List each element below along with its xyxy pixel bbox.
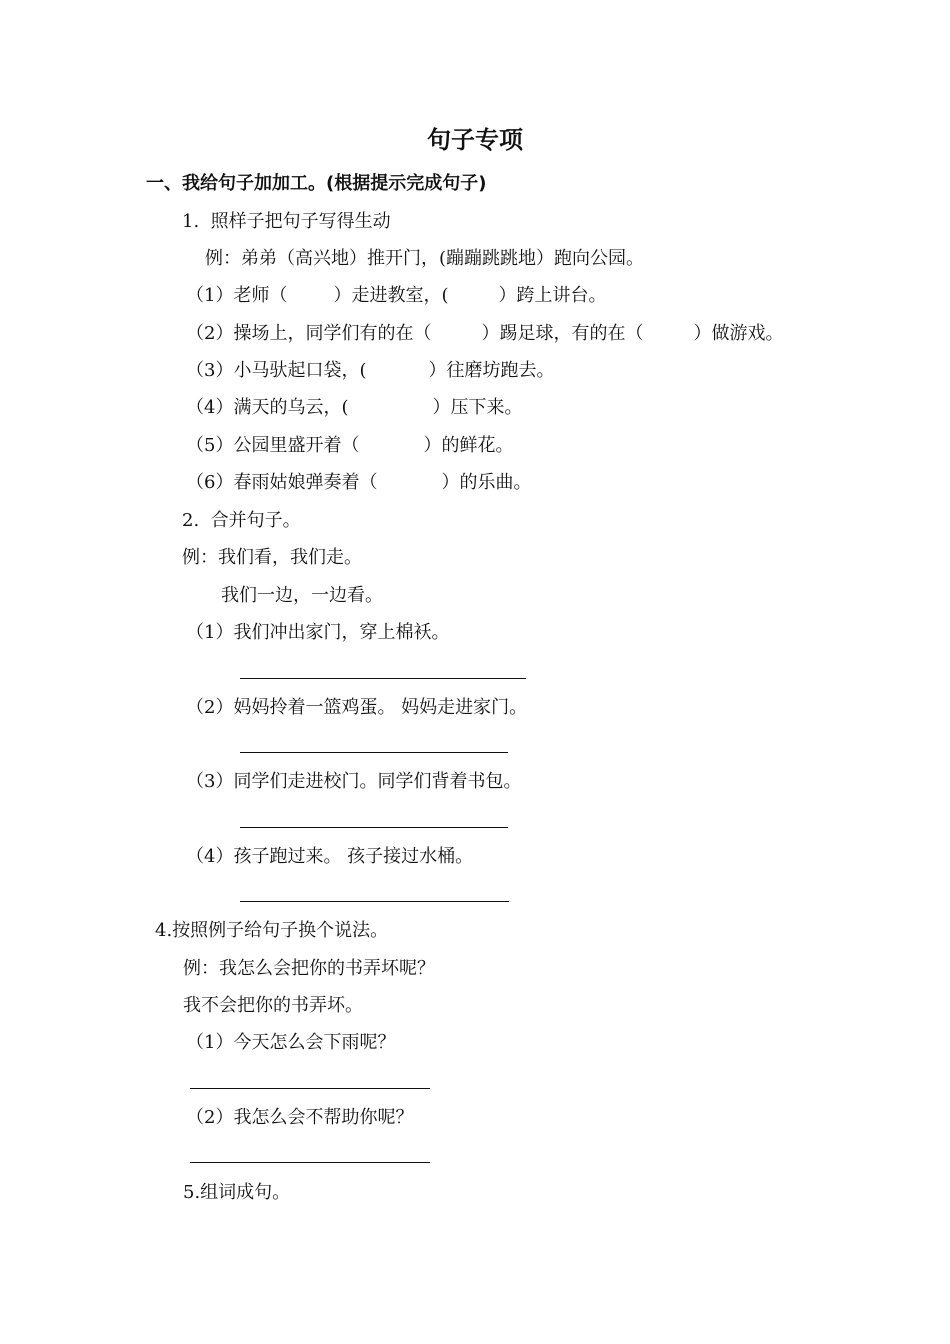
- answer-line[interactable]: [190, 1088, 430, 1089]
- answer-line[interactable]: [190, 1162, 430, 1163]
- part2-example-1: 例：我们看，我们走。: [182, 547, 362, 568]
- part2-item-3: （3）同学们走进校门。同学们背着书包。: [186, 771, 522, 792]
- part4-item-1: （1）今天怎么会下雨呢？: [186, 1032, 396, 1053]
- part2-item-2: （2）妈妈拎着一篮鸡蛋。 妈妈走进家门。: [186, 697, 528, 718]
- answer-line[interactable]: [240, 678, 526, 679]
- part2-example-2: 我们一边，一边看。: [221, 585, 383, 606]
- part1-item-5: （5）公园里盛开着（ ）的鲜花。: [186, 435, 514, 456]
- part1-item-3: （3）小马驮起口袋，( ）往磨坊跑去。: [186, 360, 555, 381]
- section-heading: 一、我给句子加加工。(根据提示完成句子): [146, 173, 487, 194]
- answer-line[interactable]: [240, 901, 509, 902]
- part4-label: 4.按照例子给句子换个说法。: [155, 920, 389, 941]
- part1-item-1: （1）老师（ ）走进教室，( ）跨上讲台。: [186, 285, 607, 306]
- page-title: 句子专项: [427, 126, 523, 154]
- part4-item-2: （2）我怎么会不帮助你呢？: [186, 1107, 414, 1128]
- part2-label: 2. 合并句子。: [182, 510, 301, 531]
- part1-item-4: （4）满天的乌云，( ）压下来。: [186, 397, 523, 418]
- part2-item-1: （1）我们冲出家门，穿上棉袄。: [186, 622, 450, 643]
- part5-label: 5.组词成句。: [183, 1182, 291, 1203]
- part4-example-2: 我不会把你的书弄坏。: [183, 995, 363, 1016]
- part1-example: 例：弟弟（高兴地）推开门，(蹦蹦跳跳地）跑向公园。: [205, 248, 645, 269]
- answer-line[interactable]: [240, 752, 508, 753]
- part1-item-2: （2）操场上，同学们有的在（ ）踢足球，有的在（ ）做游戏。: [186, 323, 784, 344]
- answer-line[interactable]: [240, 827, 508, 828]
- part1-item-6: （6）春雨姑娘弹奏着（ ）的乐曲。: [186, 472, 532, 493]
- part2-item-4: （4）孩子跑过来。 孩子接过水桶。: [186, 846, 474, 867]
- part4-example-1: 例：我怎么会把你的书弄坏呢？: [183, 958, 435, 979]
- part1-label: 1. 照样子把句子写得生动: [182, 211, 391, 232]
